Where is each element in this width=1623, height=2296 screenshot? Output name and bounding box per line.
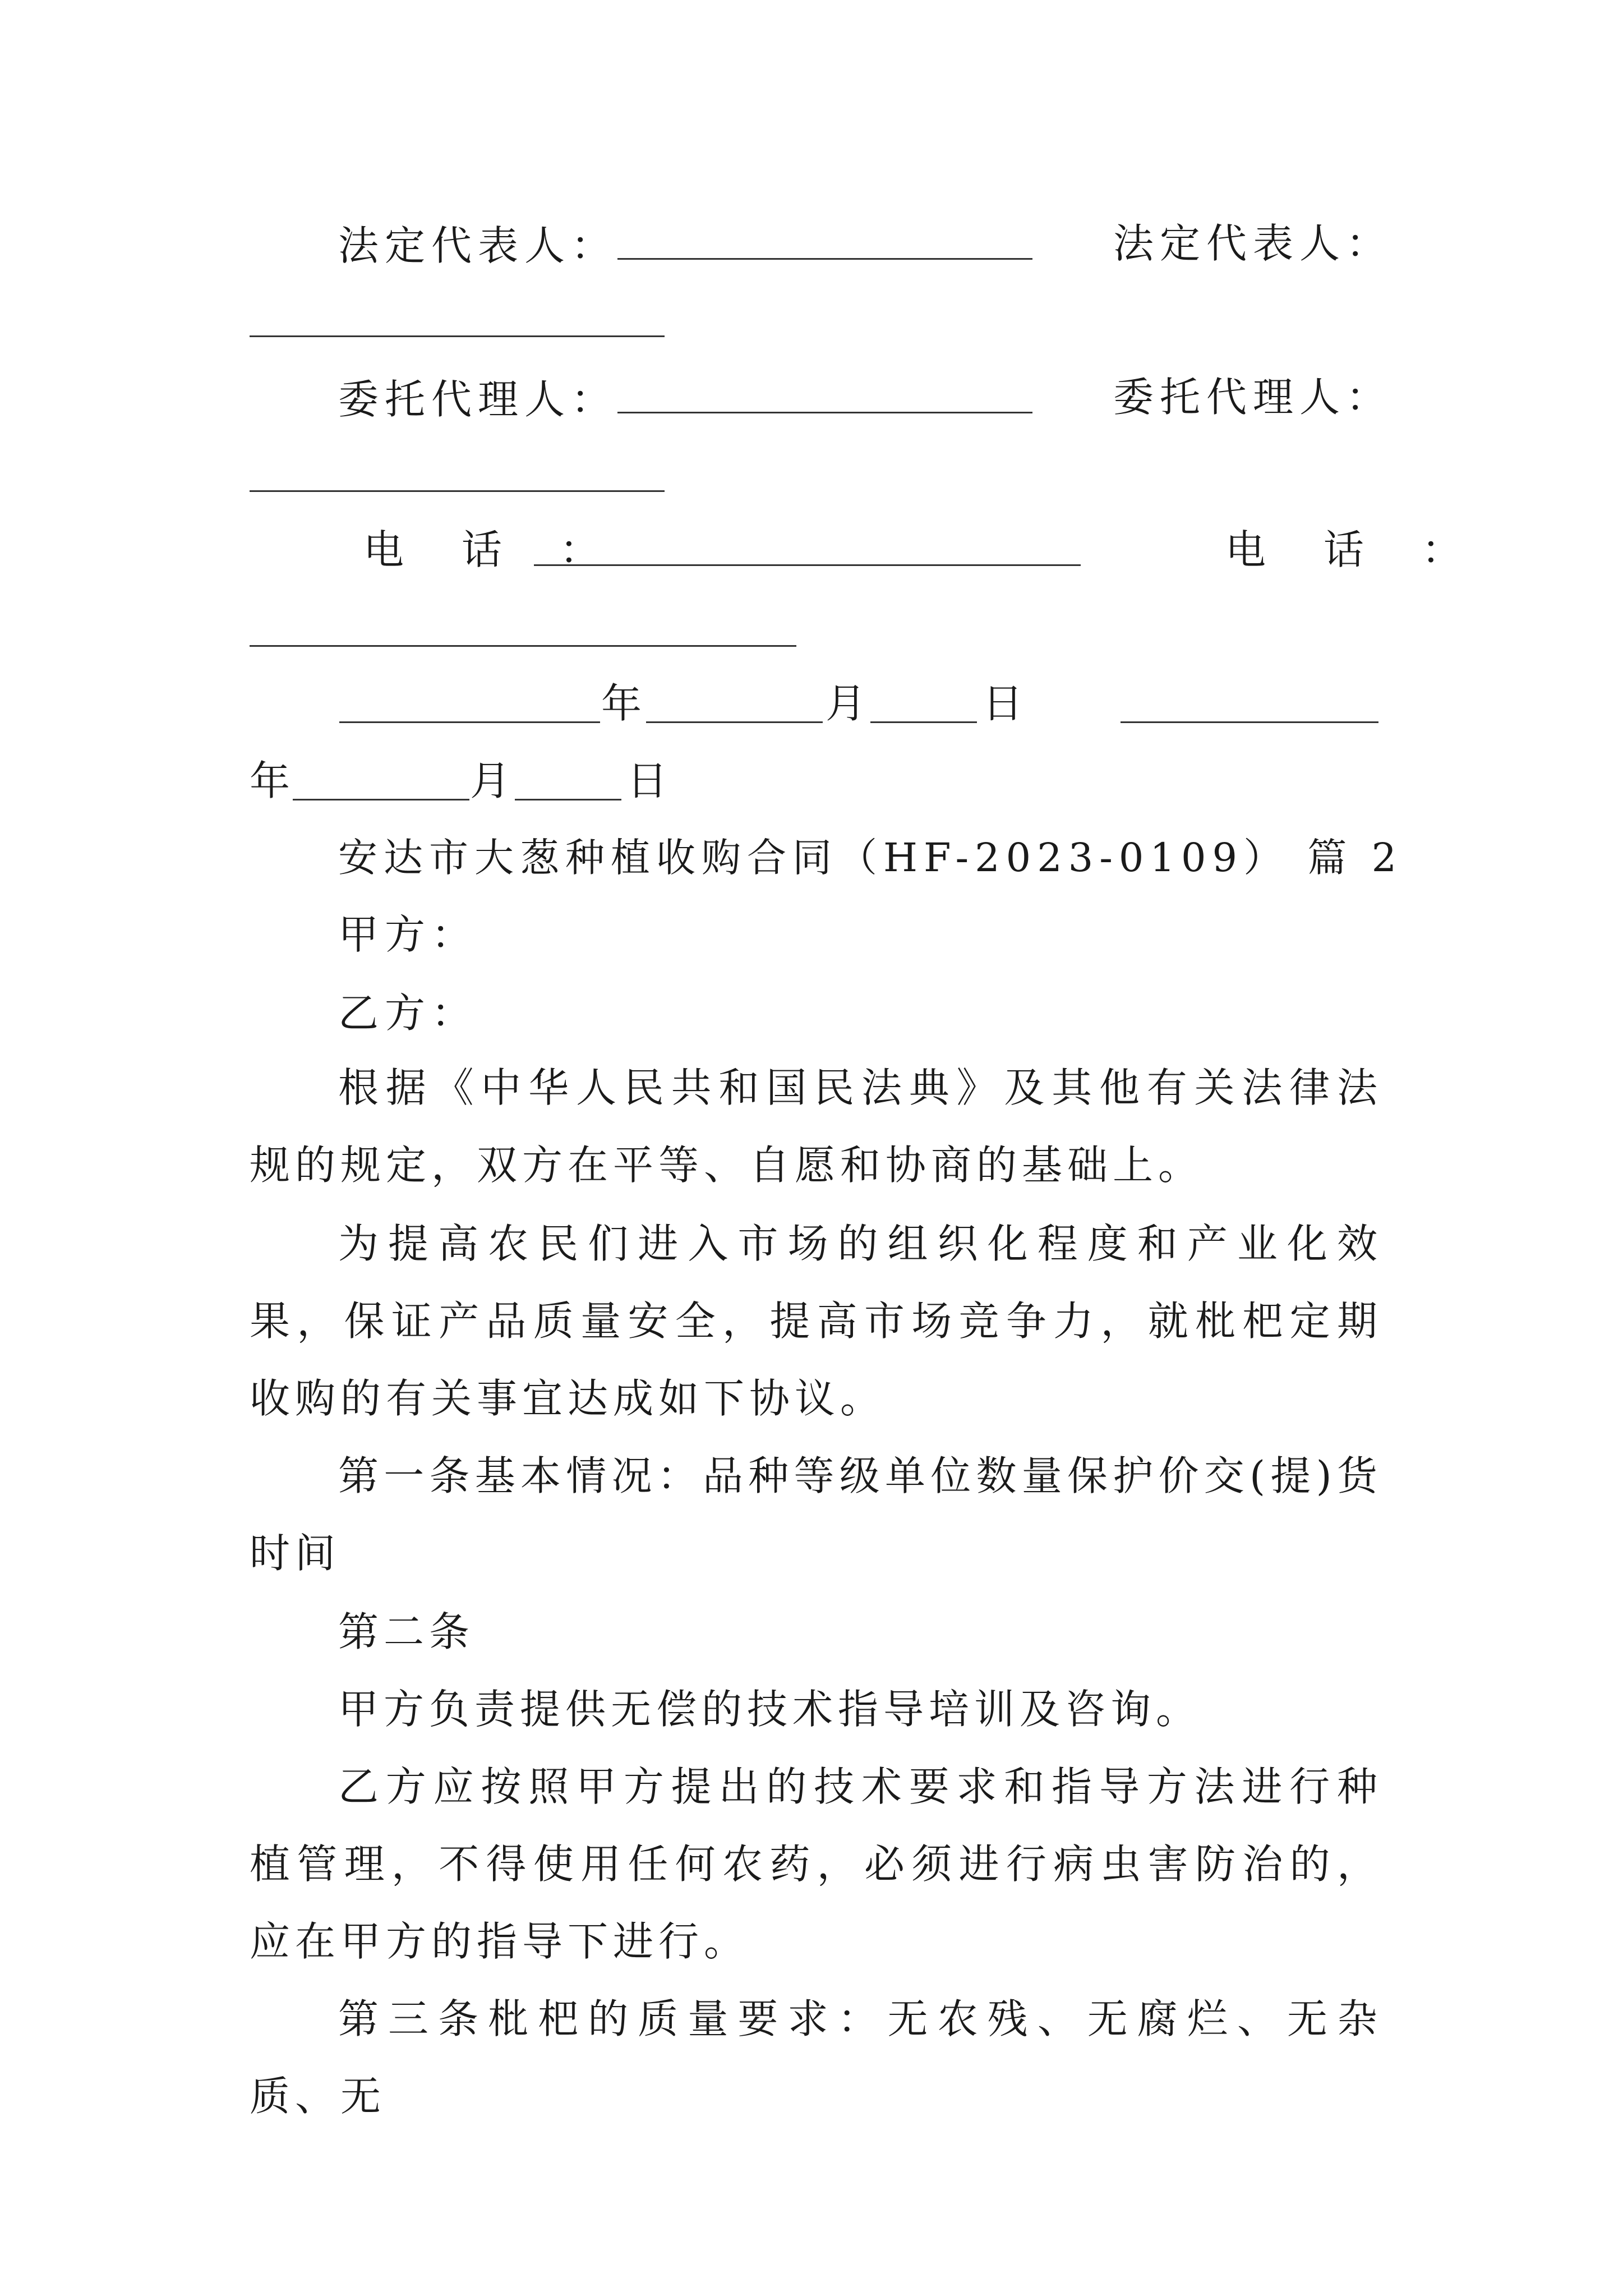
paragraph-legal-basis: 根据《中华人民共和国民法典》及其他有关法律法规的规定，双方在平等、自愿和协商的基础上。 [250, 1064, 1382, 1189]
paragraph-tech-support: 甲方负责提供无偿的技术指导培训及咨询。 [338, 1686, 1202, 1733]
phone-label-b-line [1225, 526, 1484, 573]
party-a-label: 甲方： [338, 911, 478, 958]
agent-label-b: 委托代理人： [1113, 374, 1393, 421]
paragraph-planting-management: 乙方应按照甲方提出的技术要求和指导方法进行种植管理，不得使用任何农药，必须进行病虫害防治的，应在甲方的指导下进行。 [250, 1763, 1382, 1965]
paragraph-article-1: 第一条基本情况：品种等级单位数量保护价交(提)货时间 [250, 1452, 1382, 1577]
date-month-label-b: 月 [470, 757, 511, 804]
legal-rep-blank-a[interactable] [617, 223, 1032, 260]
party-b-label: 乙方： [338, 990, 478, 1037]
date-year-label-a: 年 [601, 680, 642, 727]
paragraph-article-3: 第三条枇杷的质量要求：无农残、无腐烂、无杂质、无 [250, 1995, 1382, 2120]
date-day-label-a: 日 [983, 680, 1023, 727]
date-day-blank-b[interactable] [515, 799, 621, 800]
agent-label-b-line [1113, 374, 1393, 421]
date-month-blank-b[interactable] [293, 799, 469, 800]
paragraph-article-2-heading: 第二条 [338, 1608, 475, 1655]
date-month-blank-a[interactable] [646, 721, 823, 723]
agent-label-a: 委托代理人： [338, 376, 618, 423]
date-year-blank-b-top[interactable] [1121, 721, 1378, 723]
date-month-label-a: 月 [826, 680, 866, 727]
legal-rep-label-b: 法定代表人： [1113, 220, 1393, 267]
phone-blank-a[interactable] [534, 564, 1081, 566]
phone-label-b: 电 话 ： [1225, 526, 1484, 573]
date-day-label-b: 日 [627, 757, 668, 804]
agent-line [338, 376, 1032, 423]
article-title: 安达市大葱种植收购合同（HF-2023-0109） 篇 2 [338, 835, 1403, 881]
phone-blank-b[interactable] [250, 645, 796, 647]
date-day-blank-a[interactable] [870, 721, 977, 723]
date-year-blank-a[interactable] [339, 721, 600, 723]
legal-rep-label-a: 法定代表人： [338, 222, 618, 269]
paragraph-purpose: 为提高农民们进入市场的组织化程度和产业化效果，保证产品质量安全，提高市场竞争力，就枇杷定期收购的有关事宜达成如下协议。 [250, 1220, 1382, 1422]
phone-label-a: 电 话 ： [363, 526, 623, 573]
date-year-label-b: 年 [250, 757, 291, 804]
legal-rep-blank-b[interactable] [250, 335, 665, 337]
agent-blank-a[interactable] [617, 377, 1032, 413]
legal-rep-label-b-line [1113, 220, 1393, 267]
legal-rep-line [338, 222, 1032, 269]
agent-blank-b[interactable] [250, 490, 665, 492]
